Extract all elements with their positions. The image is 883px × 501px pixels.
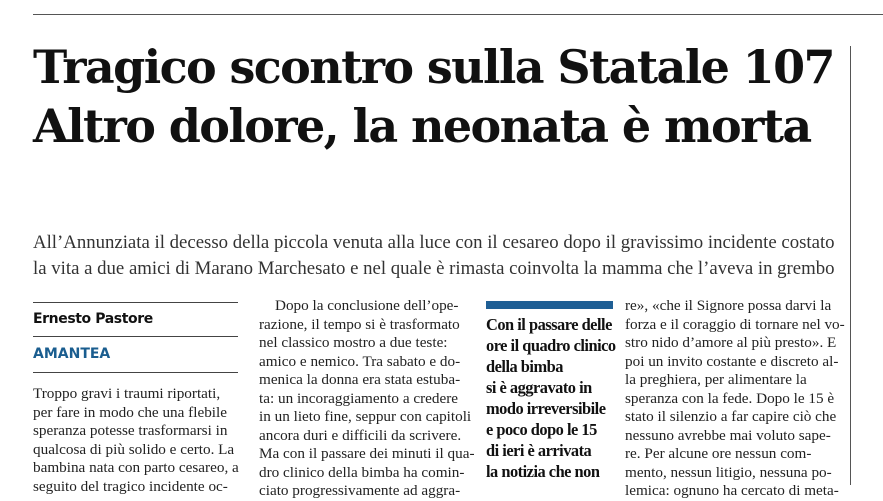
body-line: ancora duri e difficili da scrivere. [259, 426, 462, 444]
top-rule [33, 14, 883, 15]
article-column-4 [625, 297, 843, 501]
body-line: stro nido d’amore al più presto». E [625, 334, 837, 351]
pull-quote-line: di ieri è arrivata [486, 441, 592, 460]
body-line: Troppo gravi i traumi riportati, [33, 385, 221, 402]
body-line: ciato progressivamente ad aggra- [259, 482, 461, 499]
pull-quote-accent-bar [486, 301, 613, 309]
body-line: speranza con la fede. Dopo le 15 è [625, 389, 835, 407]
headline-line: Tragico scontro sulla Statale 107 [33, 40, 834, 94]
article-column-2 [259, 297, 475, 501]
column-divider-right [850, 46, 851, 485]
pull-quote-line: ore il quadro clinico [486, 336, 616, 355]
body-line: poi un invito costante e discreto al- [625, 352, 839, 370]
pull-quote-line: modo irreversibile [486, 399, 606, 418]
body-line: re. Per alcune ore nessun com- [625, 445, 812, 462]
body-line: Ma con il passare dei minuti il qua- [259, 445, 475, 462]
body-line: Dopo la conclusione dell’ope- [275, 297, 459, 314]
body-line: in un lieto fine, seppur con capitoli [259, 408, 472, 425]
subheadline-line: la vita a due amici di Marano Marchesato e nel quale è rimasta coinvolta la mamma che l’aveva in grembo [33, 258, 835, 279]
byline-rule-bottom [33, 372, 238, 373]
pull-quote-line: si è aggravato in [486, 378, 592, 397]
headline-line: Altro dolore, la neonata è morta [33, 99, 811, 153]
body-line: dro clinico della bimba ha comin- [259, 463, 465, 481]
body-line: speranza potesse trasformarsi in [33, 422, 228, 439]
body-line: la preghiera, per alimentare la [625, 371, 807, 388]
body-line: mento, nessun litigio, nessuna po- [625, 463, 832, 481]
body-line: amico e nemico. Tra sabato e do- [259, 352, 461, 370]
body-line: stato il silenzio a far capire ciò che [625, 408, 837, 425]
pull-quote-line: la notizia che non [486, 462, 600, 481]
pull-quote-line: Con il passare delle [486, 315, 612, 334]
body-line: lemica: ognuno ha cercato di meta- [625, 482, 839, 499]
headline [33, 38, 848, 156]
body-line: nel classico mostro a due teste: [259, 334, 448, 351]
subheadline-line: All’Annunziata il decesso della piccola venuta alla luce con il cesareo dopo il gravissimo incidente costato [33, 232, 835, 253]
article-column-1 [33, 385, 241, 496]
body-line: ta: un incoraggiamento a credere [259, 389, 459, 407]
body-line: nessuno avrebbe mai voluto sape- [625, 426, 831, 444]
body-line: per fare in modo che una flebile [33, 403, 227, 421]
byline-rule-top [33, 302, 238, 303]
body-line: bambina nata con parto cesareo, a [33, 459, 239, 476]
body-line: razione, il tempo si è trasformato [259, 315, 460, 333]
byline-rule-middle [33, 336, 238, 337]
body-line: re», «che il Signore possa darvi la [625, 297, 832, 314]
body-line: menica la donna era stata estuba- [259, 371, 461, 388]
body-line: seguito del tragico incidente oc- [33, 477, 228, 495]
pull-quote-line: della bimba [486, 357, 563, 376]
pull-quote-line: e poco dopo le 15 [486, 420, 597, 439]
subheadline [33, 230, 848, 282]
pull-quote [486, 314, 626, 482]
body-line: qualcosa di più solido e certo. La [33, 440, 235, 458]
body-line: forza e il coraggio di tornare nel vo- [625, 315, 845, 333]
location-label: AMANTEA [33, 346, 111, 362]
author-byline: Ernesto Pastore [33, 311, 153, 327]
